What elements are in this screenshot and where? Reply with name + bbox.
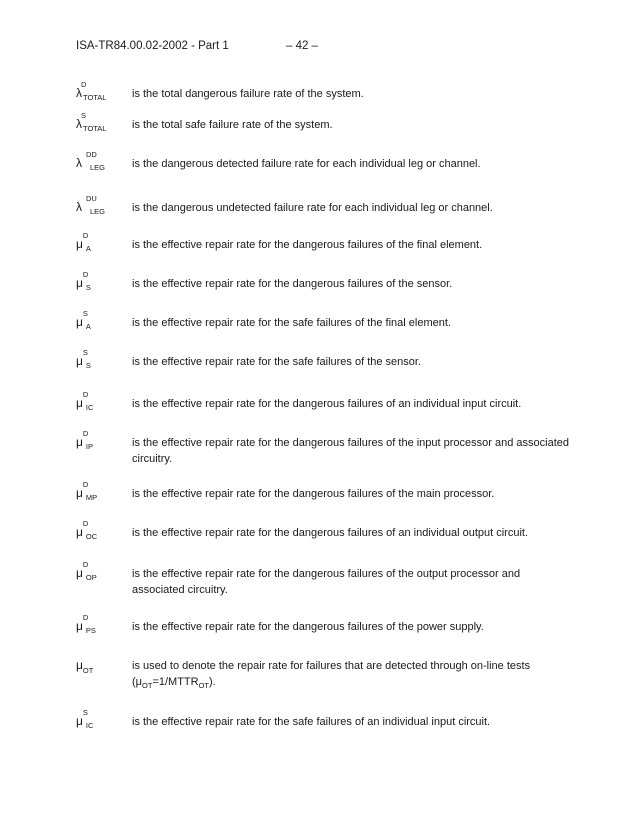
symbol-base: μ bbox=[76, 525, 83, 539]
symbol-superscript: S bbox=[82, 309, 88, 318]
symbol-base: μ bbox=[76, 486, 83, 500]
definition-text: is the effective repair rate for the dangerous failures of an individual input circuit. bbox=[132, 398, 522, 410]
definition-text-line2 bbox=[132, 676, 216, 688]
definition-symbol bbox=[76, 613, 130, 635]
symbol-superscript: D bbox=[82, 390, 89, 399]
definition-symbol bbox=[76, 270, 130, 292]
symbol-superscript: D bbox=[82, 429, 89, 438]
definition-symbol bbox=[76, 390, 130, 412]
symbol-base: μ bbox=[76, 714, 83, 728]
symbol-subscript: PS bbox=[85, 626, 96, 635]
definition-text: is the effective repair rate for the dangerous failures of the power supply. bbox=[132, 621, 484, 633]
definition-symbol bbox=[76, 658, 130, 675]
symbol-base: λ bbox=[76, 86, 82, 100]
symbol-base: μ bbox=[76, 566, 83, 580]
symbol-base: μ bbox=[76, 435, 83, 449]
definition-symbol bbox=[76, 194, 130, 216]
definition-text: is the effective repair rate for the safe failures of the final element. bbox=[132, 317, 451, 329]
definition-symbol bbox=[76, 150, 130, 172]
formula-close: ). bbox=[209, 676, 216, 688]
symbol-base: μ bbox=[76, 619, 83, 633]
symbol-subscript: A bbox=[85, 244, 91, 253]
formula-sub-ot: OT bbox=[198, 681, 210, 690]
symbol-subscript: OP bbox=[85, 573, 97, 582]
symbol-base: λ bbox=[76, 156, 82, 170]
definition-symbol bbox=[76, 309, 130, 331]
definition-symbol bbox=[76, 111, 130, 133]
symbol-base: λ bbox=[76, 117, 82, 131]
symbol-base: μ bbox=[76, 354, 83, 368]
definition-text: is the effective repair rate for the dangerous failures of the main processor. bbox=[132, 488, 495, 500]
symbol-subscript: MP bbox=[85, 493, 98, 502]
definition-text: is the effective repair rate for the dangerous failures of the final element. bbox=[132, 239, 483, 251]
definition-text: is the effective repair rate for the dangerous failures of an individual output circuit. bbox=[132, 527, 529, 539]
symbol-superscript: D bbox=[82, 480, 89, 489]
symbol-base: μ bbox=[76, 315, 83, 329]
symbol-subscript: S bbox=[85, 361, 91, 370]
definition-symbol bbox=[76, 429, 130, 451]
definition-text: is the total dangerous failure rate of the system. bbox=[132, 88, 364, 100]
symbol-base: λ bbox=[76, 200, 82, 214]
definition-symbol bbox=[76, 480, 130, 502]
symbol-subscript: S bbox=[85, 283, 91, 292]
symbol-subscript: LEG bbox=[90, 163, 106, 172]
symbol-subscript: IP bbox=[85, 442, 94, 451]
symbol-superscript: S bbox=[81, 111, 87, 120]
symbol-subscript: TOTAL bbox=[83, 124, 107, 133]
symbol-superscript: D bbox=[82, 560, 89, 569]
symbol-superscript: D bbox=[82, 613, 89, 622]
symbol-superscript: DU bbox=[86, 194, 97, 203]
definition-symbol bbox=[76, 80, 130, 102]
symbol-subscript: A bbox=[85, 322, 91, 331]
definition-text bbox=[132, 658, 572, 691]
document-header-title: ISA-TR84.00.02-2002 - Part 1 bbox=[76, 40, 229, 52]
definition-text: is the dangerous undetected failure rate for each individual leg or channel. bbox=[132, 202, 493, 214]
definition-text-line1: is used to denote the repair rate for failures that are detected through on-line tests bbox=[132, 660, 531, 672]
definition-symbol bbox=[76, 708, 130, 730]
symbol-subscript: OC bbox=[85, 532, 98, 541]
symbol-superscript: DD bbox=[86, 150, 97, 159]
symbol-base: μ bbox=[76, 237, 83, 251]
definition-text: is the total safe failure rate of the system. bbox=[132, 119, 333, 131]
symbol-superscript: S bbox=[82, 708, 88, 717]
formula-mttr: =1/MTTR bbox=[152, 676, 199, 688]
definition-symbol bbox=[76, 348, 130, 370]
definition-symbol bbox=[76, 231, 130, 253]
symbol-subscript: IC bbox=[85, 721, 94, 730]
symbol-superscript: D bbox=[82, 270, 89, 279]
symbol-base: μ bbox=[76, 276, 83, 290]
symbol-subscript: TOTAL bbox=[83, 93, 107, 102]
definition-text: is the effective repair rate for the dangerous failures of the input processor and associated circuitry. bbox=[132, 437, 569, 465]
definition-text: is the dangerous detected failure rate for each individual leg or channel. bbox=[132, 158, 481, 170]
symbol-base: μ bbox=[76, 396, 83, 410]
symbol-subscript: LEG bbox=[90, 207, 106, 216]
definition-text: is the effective repair rate for the dangerous failures of the output processor and associated circuitry. bbox=[132, 568, 521, 596]
symbol-superscript: D bbox=[81, 80, 87, 89]
symbol-subscript: IC bbox=[85, 403, 94, 412]
definition-text: is the effective repair rate for the dangerous failures of the sensor. bbox=[132, 278, 453, 290]
page-number: – 42 – bbox=[286, 40, 318, 52]
formula-sub-ot: OT bbox=[142, 681, 153, 690]
symbol-superscript: D bbox=[82, 519, 89, 528]
definition-symbol bbox=[76, 560, 130, 582]
definition-text: is the effective repair rate for the safe failures of an individual input circuit. bbox=[132, 716, 491, 728]
symbol-base: μ bbox=[76, 658, 83, 672]
symbol-superscript: D bbox=[82, 231, 89, 240]
symbol-superscript: S bbox=[82, 348, 88, 357]
symbol-subscript: OT bbox=[82, 666, 94, 675]
definition-symbol bbox=[76, 519, 130, 541]
definition-text: is the effective repair rate for the safe failures of the sensor. bbox=[132, 356, 422, 368]
formula-mu: (μ bbox=[132, 676, 143, 688]
